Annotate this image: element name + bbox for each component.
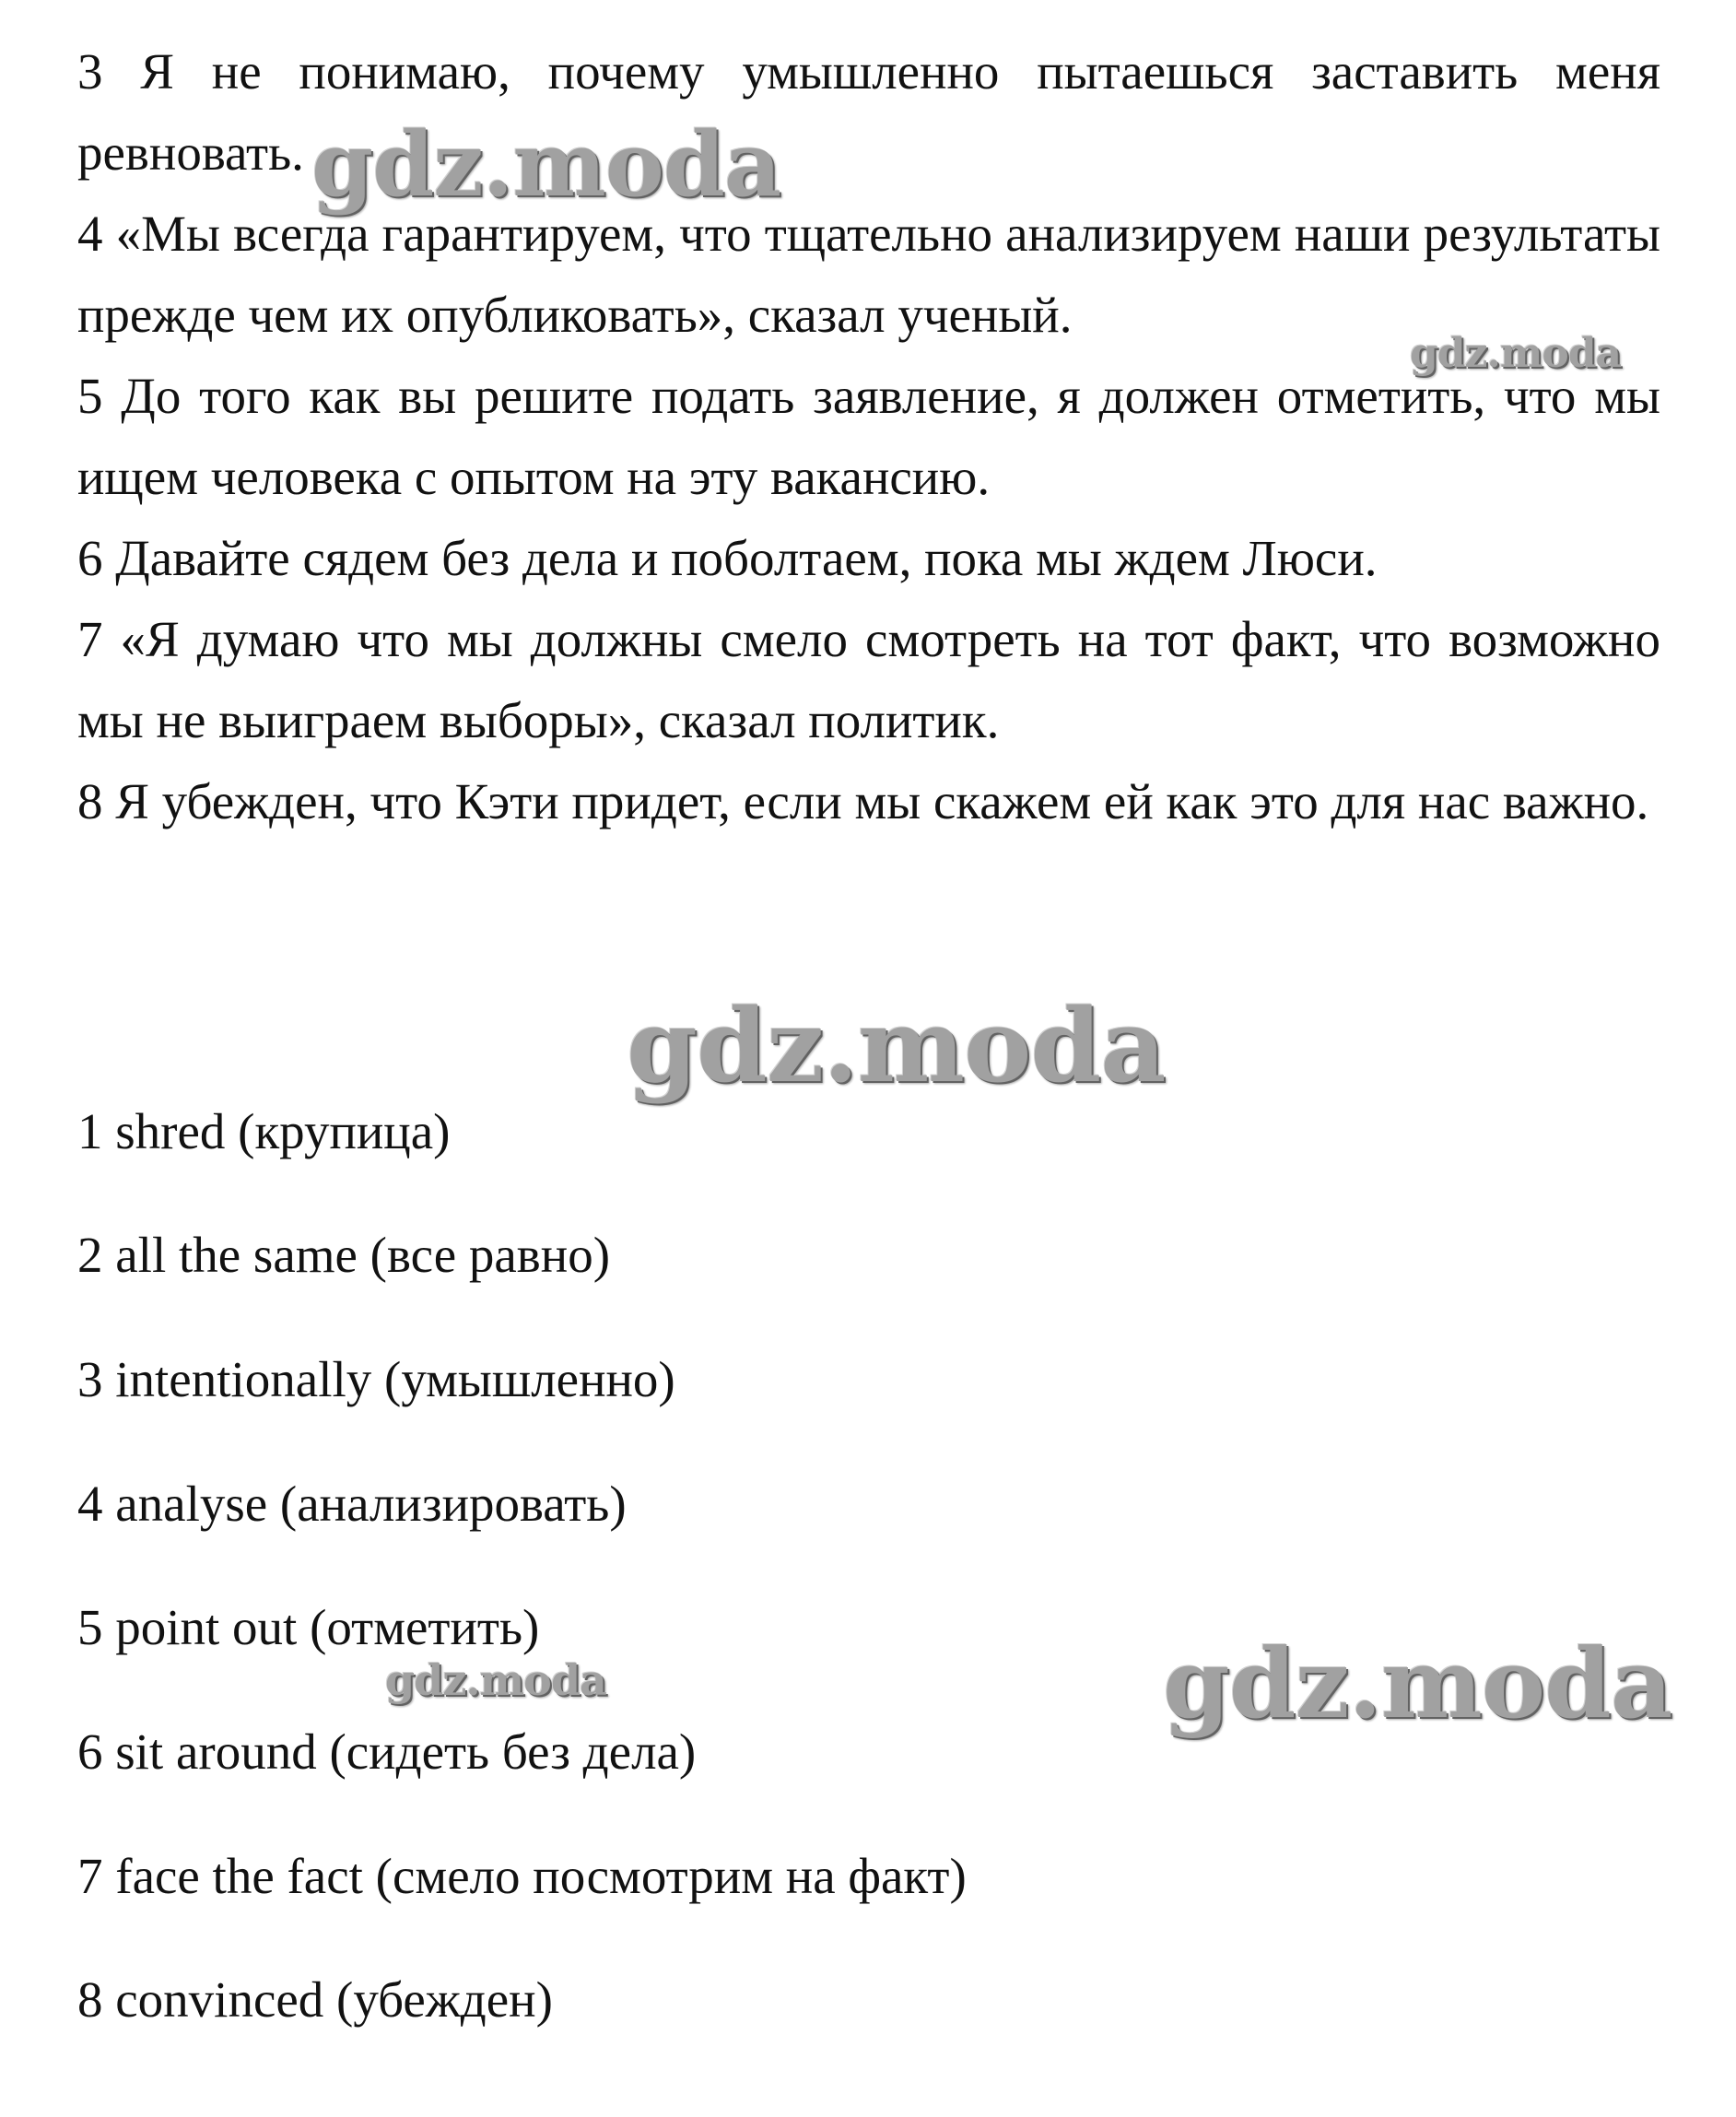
vocab-item-3: 3 intentionally (умышленно): [77, 1351, 675, 1407]
translation-sentence-8: 8 Я убежден, что Кэти придет, если мы скажем ей как это для нас важно.: [77, 773, 1649, 829]
translation-sentence-3: 3 Я не понимаю, почему умышленно пытаешься заставить меня ревновать.: [77, 43, 1660, 181]
vocab-item-2: 2 all the same (все равно): [77, 1227, 611, 1283]
vocab-item-1: 1 shred (крупица): [77, 1103, 451, 1159]
watermark: gdz.moda: [627, 986, 1166, 1105]
vocab-item-7: 7 face the fact (смело посмотрим на факт): [77, 1848, 967, 1904]
translation-sentence-5: 5 До того как вы решите подать заявление, я должен отметить, что мы ищем человека с опытом на эту вакансию.: [77, 368, 1660, 505]
watermark: gdz.moda: [1163, 1627, 1672, 1740]
translation-sentence-7: 7 «Я думаю что мы должны смело смотреть на тот факт, что возможно мы не выиграем выборы», сказал политик.: [77, 611, 1660, 748]
vocab-item-8: 8 convinced (убежден): [77, 1971, 553, 2028]
vocab-item-5: 5 point out (отметить): [77, 1599, 540, 1655]
vocab-item-6: 6 sit around (сидеть без дела): [77, 1723, 697, 1780]
watermark: gdz.moda: [311, 112, 781, 217]
vocab-item-4: 4 analyse (анализировать): [77, 1476, 627, 1532]
translation-sentence-6: 6 Давайте сядем без дела и поболтаем, пока мы ждем Люси.: [77, 530, 1378, 586]
translation-sentence-4: 4 «Мы всегда гарантируем, что тщательно анализируем наши результаты прежде чем их опубликовать», сказал ученый.: [77, 206, 1660, 343]
watermark: gdz.moda: [1410, 330, 1622, 377]
watermark: gdz.moda: [385, 1655, 606, 1705]
